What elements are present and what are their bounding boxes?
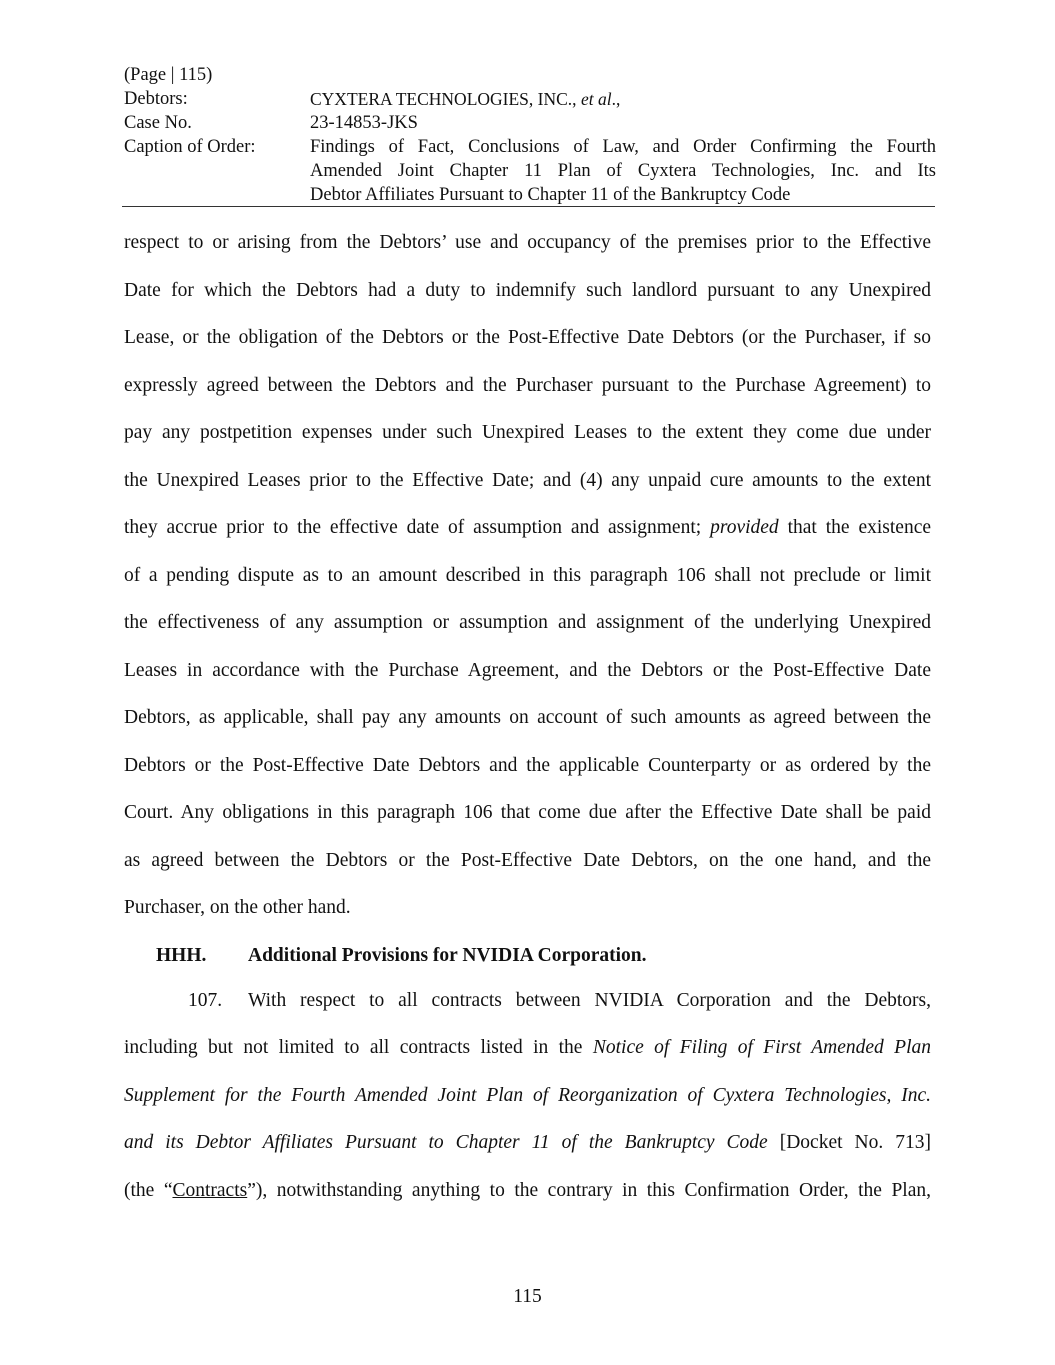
case-label: Case No. xyxy=(124,113,192,133)
defined-term-contracts: Contracts xyxy=(172,1180,248,1201)
italic-title: Supplement for the Fourth Amended Joint Plan of Reorganization of Cyxtera Technologies, Inc. xyxy=(124,1085,931,1106)
text-line xyxy=(124,1037,931,1059)
text-line: Purchaser, on the other hand. xyxy=(124,897,351,918)
italic-title: and its Debtor Affiliates Pursuant to Chapter 11 of the Bankruptcy Code xyxy=(124,1132,768,1153)
text-line xyxy=(124,1180,931,1202)
text-line: Leases in accordance with the Purchase Agreement, and the Debtors or the Post-Effective Date xyxy=(124,660,931,681)
text-span: ”), notwithstanding anything to the contrary in this Confirmation Order, the Plan, xyxy=(247,1180,931,1201)
page-number: 115 xyxy=(513,1286,542,1307)
text-line xyxy=(124,1132,931,1154)
text-line: the Unexpired Leases prior to the Effective Date; and (4) any unpaid cure amounts to the extent xyxy=(124,470,931,491)
text-span: (the “ xyxy=(124,1180,173,1201)
debtors-suffix: ., xyxy=(611,89,621,109)
paragraph-number: 107. xyxy=(188,990,223,1011)
text-line xyxy=(124,1085,931,1107)
text-line: Date for which the Debtors had a duty to indemnify such landlord pursuant to any Unexpired xyxy=(124,280,931,301)
docket-reference: [Docket No. 713] xyxy=(779,1132,932,1153)
text-line: With respect to all contracts between NVIDIA Corporation and the Debtors, xyxy=(248,990,931,1011)
italic-provided: provided xyxy=(710,517,779,538)
text-line: pay any postpetition expenses under such Unexpired Leases to the extent they come due under xyxy=(124,422,931,443)
debtors-value xyxy=(310,87,936,111)
text-line: respect to or arising from the Debtors’ use and occupancy of the premises prior to the Effective xyxy=(124,232,931,253)
text-line: Debtors, as applicable, shall pay any amounts on account of such amounts as agreed between the xyxy=(124,707,931,728)
italic-title: Notice of Filing of First Amended Plan xyxy=(592,1037,932,1058)
caption-line-3: Debtor Affiliates Pursuant to Chapter 11 of the Bankruptcy Code xyxy=(310,185,791,205)
debtors-et-al: et al xyxy=(580,89,612,109)
text-line: expressly agreed between the Debtors and the Purchaser pursuant to the Purchase Agreement) to xyxy=(124,375,931,396)
caption-label: Caption of Order: xyxy=(124,137,256,157)
text-line xyxy=(124,517,931,539)
debtors-name: CYXTERA TECHNOLOGIES, INC., xyxy=(310,89,577,109)
text-line: Debtors or the Post-Effective Date Debtors and the applicable Counterparty or as ordered by the xyxy=(124,755,931,776)
text-span: that the existence xyxy=(787,517,932,538)
header-divider xyxy=(122,206,935,207)
text-span: including but not limited to all contracts listed in the xyxy=(124,1037,583,1058)
caption-line-2: Amended Joint Chapter 11 Plan of Cyxtera Technologies, Inc. and Its xyxy=(310,161,936,181)
text-line: Court. Any obligations in this paragraph 106 that come due after the Effective Date shall be paid xyxy=(124,802,931,823)
case-value: 23-14853-JKS xyxy=(310,113,418,133)
text-line: the effectiveness of any assumption or assumption and assignment of the underlying Unexpired xyxy=(124,612,931,633)
section-number: HHH. xyxy=(156,945,207,966)
section-title: Additional Provisions for NVIDIA Corporation. xyxy=(248,945,647,966)
text-line: of a pending dispute as to an amount described in this paragraph 106 shall not preclude or limit xyxy=(124,565,931,586)
text-span: they accrue prior to the effective date of assumption and assignment; xyxy=(124,517,702,538)
caption-line-1: Findings of Fact, Conclusions of Law, and Order Confirming the Fourth xyxy=(310,137,936,157)
text-line: Lease, or the obligation of the Debtors or the Post-Effective Date Debtors (or the Purchaser, if so xyxy=(124,327,931,348)
page-label-text: (Page | 115) xyxy=(124,65,213,85)
text-line: as agreed between the Debtors or the Post-Effective Date Debtors, on the one hand, and the xyxy=(124,850,931,871)
debtors-label: Debtors: xyxy=(124,89,188,109)
